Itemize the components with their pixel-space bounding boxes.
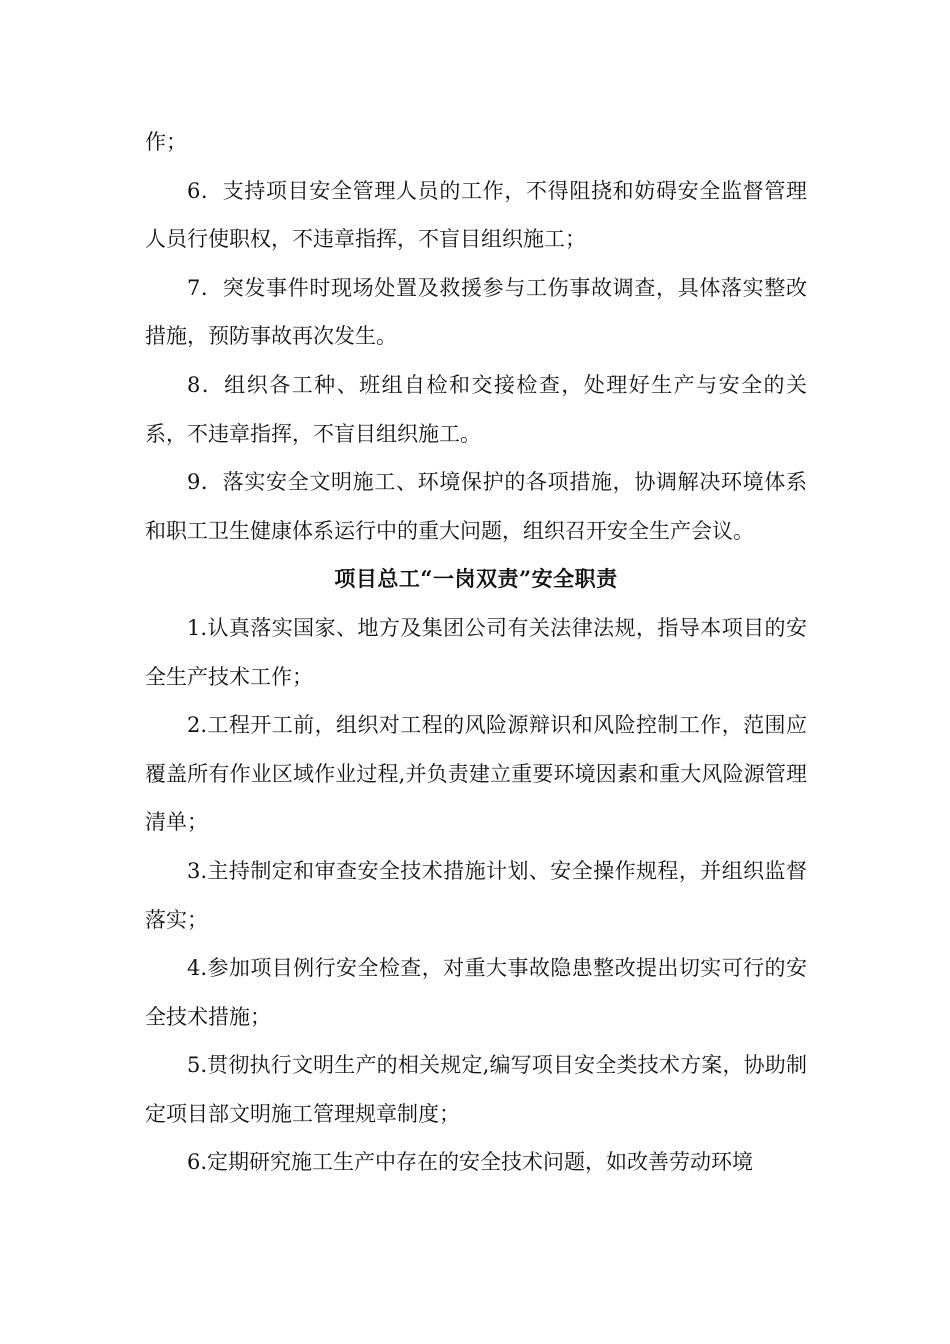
document-body (145, 118, 807, 1187)
duty-item-4: 4.参加项目例行安全检查，对重大事故隐患整改提出切实可行的安全技术措施； (145, 956, 807, 1029)
duty-item-1: 1.认真落实国家、地方及集团公司有关法律法规，指导本项目的安全生产技术工作； (145, 615, 807, 689)
paragraph-item-9: 9．落实安全文明施工、环境保护的各项措施，协调解决环境体系和职工卫生健康体系运行中的重大问题，组织召开安全生产会议。 (145, 470, 807, 543)
paragraph-continuation: 作； (145, 130, 187, 154)
duty-item-2: 2.工程开工前，组织对工程的风险源辩识和风险控制工作，范围应覆盖所有作业区域作业过程,并负责建立重要环境因素和重大风险源管理清单； (145, 713, 807, 835)
paragraph-item-7: 7．突发事件时现场处置及救援参与工伤事故调查，具体落实整改措施，预防事故再次发生。 (145, 275, 807, 349)
duty-item-6: 6.定期研究施工生产中存在的安全技术问题，如改善劳动环境 (187, 1150, 754, 1175)
paragraph-item-6: 6．支持项目安全管理人员的工作，不得阻挠和妨碍安全监督管理人员行使职权，不违章指挥，不盲目组织施工； (145, 178, 807, 252)
paragraph-item-8: 8．组织各工种、班组自检和交接检查，处理好生产与安全的关系，不违章指挥，不盲目组织施工。 (145, 372, 807, 446)
duty-item-5: 5.贯彻执行文明生产的相关规定,编写项目安全类技术方案，协助制定项目部文明施工管理规章制度； (145, 1053, 807, 1126)
section-heading: 项目总工“一岗双责”安全职责 (334, 566, 618, 592)
duty-item-3: 3.主持制定和审查安全技术措施计划、安全操作规程，并组织监督落实； (145, 858, 807, 932)
